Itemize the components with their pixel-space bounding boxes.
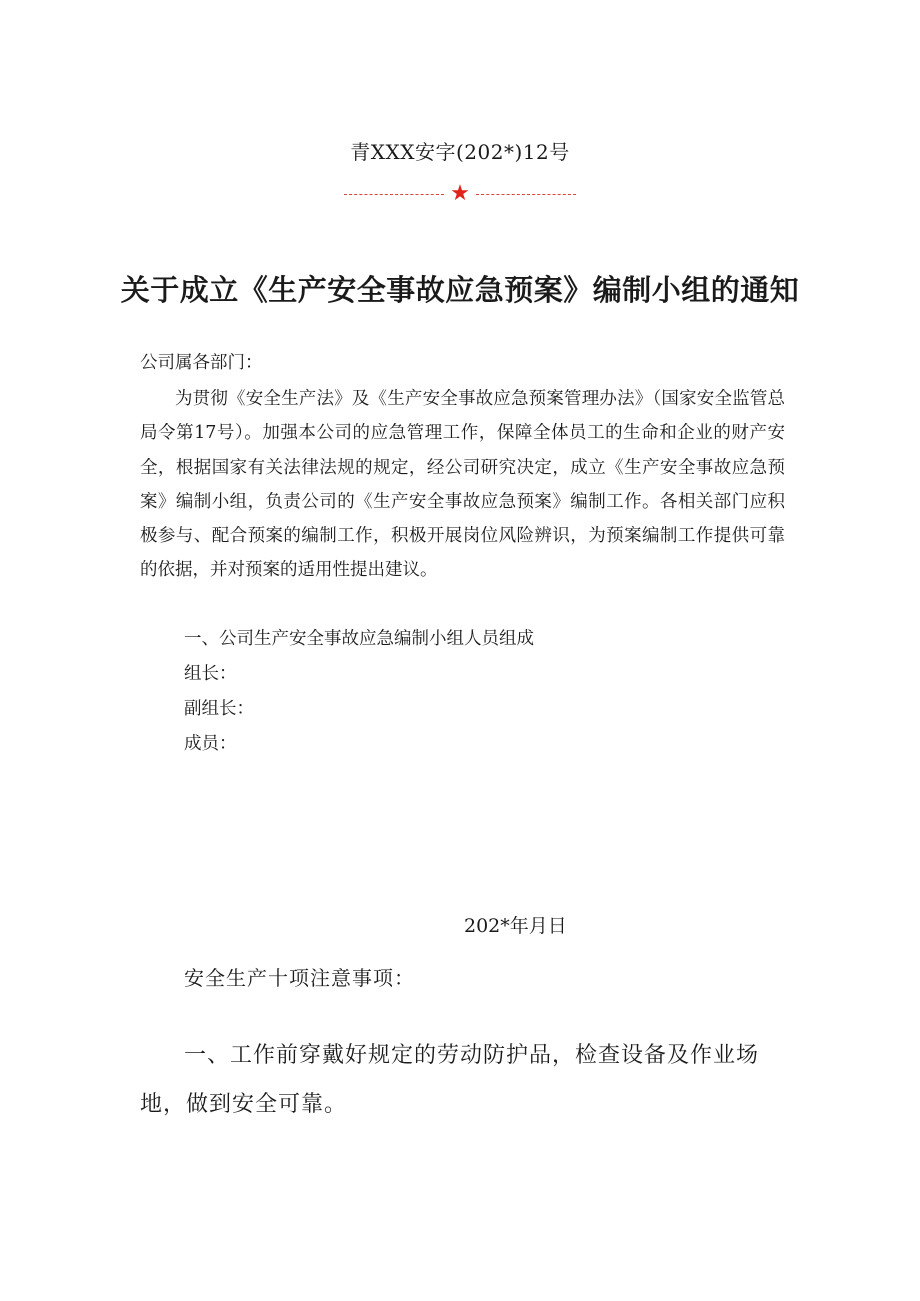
issue-date: 202*年月日 (464, 915, 567, 937)
body-paragraph: 为贯彻《安全生产法》及《生产安全事故应急预案管理办法》（国家安全监管总局令第17号）。加强本公司的应急管理工作，保障全体员工的生命和企业的财产安全，根据国家有关法律法规的规定，经公司研究决定，成立《生产安全事故应急预案》编制小组，负责公司的《生产安全事故应急预案》编制工作。各相关部门应积极参与、配合预案的编制工作，积极开展岗位风险辨识，为预案编制工作提供可靠的依据，并对预案的适用性提出建议。 (140, 389, 785, 581)
role-members: 成员： (184, 734, 237, 754)
document-number: 青XXX安字(202*)12号 (350, 140, 570, 164)
star-icon: ★ (450, 181, 470, 206)
salutation: 公司属各部门： (140, 353, 263, 373)
divider-line-right (476, 194, 576, 195)
divider-line-left (344, 194, 444, 195)
section-heading: 一、公司生产安全事故应急编制小组人员组成 (184, 629, 534, 649)
role-leader: 组长： (184, 664, 237, 684)
notes-title: 安全生产十项注意事项： (184, 966, 415, 990)
notice-title: 关于成立《生产安全事故应急预案》编制小组的通知 (120, 273, 800, 307)
notes-item: 一、工作前穿戴好规定的劳动防护品，检查设备及作业场地，做到安全可靠。 (140, 1043, 760, 1117)
role-deputy-leader: 副组长： (184, 699, 254, 719)
red-star-divider (0, 182, 920, 206)
